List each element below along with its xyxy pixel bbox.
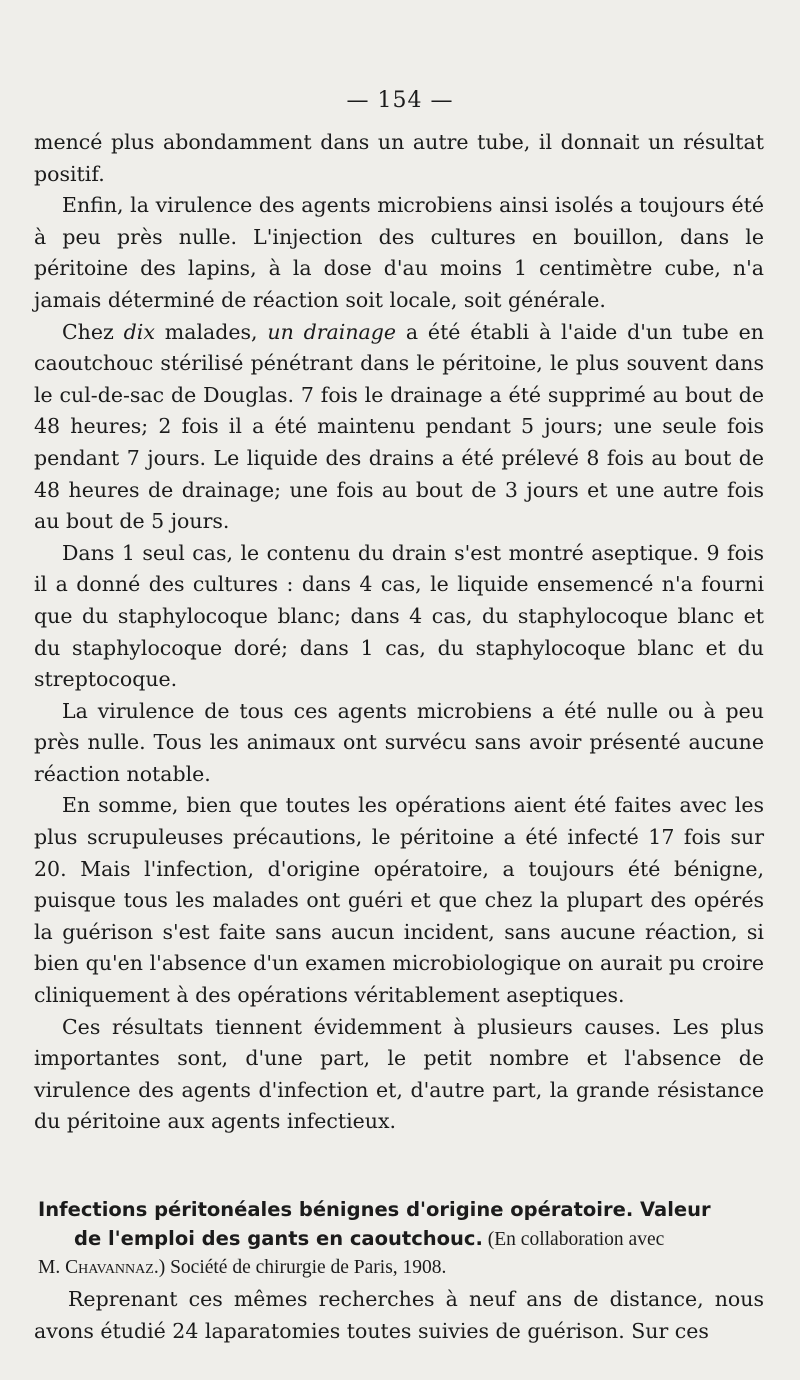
section-heading	[38, 1196, 766, 1282]
author-name: Chavannaz.	[65, 1257, 159, 1278]
page-number: — 154 —	[346, 88, 454, 113]
section-note-prefix: M.	[38, 1257, 66, 1278]
paragraph: Ces résultats tiennent évidemment à plusieurs causes. Les plus importantes sont, d'une part, le petit nombre et l'absence de virulence des agents d'infection et, d'autre part, la grande résistance du péritoine aux agents infectieux.	[34, 1014, 764, 1134]
paragraph-text: malades,	[164, 319, 268, 344]
section-title-line1: Infections péritonéales bénignes d'origine opératoire. Valeur	[38, 1198, 711, 1221]
paragraph: En somme, bien que toutes les opérations aient été faites avec les plus scrupuleuses précautions, le péritoine a été infecté 17 fois sur 20. Mais l'infection, d'origine opératoire, a toujours été bénigne, puisque tous les malades ont guéri et que chez la plupart des opérés la guérison s'est faite sans aucun incident, sans aucune réaction, si bien qu'en l'absence d'un examen microbiologique on aurait pu croire cliniquement à des opérations véritablement aseptiques.	[34, 793, 764, 1008]
paragraph: Enfin, la virulence des agents microbiens ainsi isolés a toujours été à peu près nulle. L'injection des cultures en bouillon, dans le péritoine des lapins, à la dose d'au moins 1 centimètre cube, n'a jamais déterminé de réaction soit locale, soit générale.	[34, 193, 764, 312]
section-note: (En collaboration avec	[482, 1229, 665, 1250]
italic-text: un drainage	[267, 319, 397, 344]
paragraph: Dans 1 seul cas, le contenu du drain s'est montré aseptique. 9 fois il a donné des cultures : dans 4 cas, le liquide ensemencé n'a fourni que du staphylocoque blanc; dans 4 cas, du staphylocoque blanc et du staphylocoque doré; dans 1 cas, du staphylocoque blanc et du streptocoque.	[34, 540, 764, 692]
section-title-line2: de l'emploi des gants en caoutchouc.	[74, 1227, 483, 1250]
italic-text: dix	[123, 319, 155, 344]
section-text	[34, 1283, 764, 1347]
main-text	[34, 127, 764, 1138]
paragraph: Reprenant ces mêmes recherches à neuf ans de distance, nous avons étudié 24 laparatomies toutes suivies de guérison. Sur ces	[34, 1287, 764, 1343]
section-note-source: ) Société de chirurgie de Paris, 1908.	[158, 1257, 447, 1278]
paragraph: mencé plus abondamment dans un autre tube, il donnait un résultat positif.	[34, 130, 764, 186]
paragraph: La virulence de tous ces agents microbiens a été nulle ou à peu près nulle. Tous les animaux ont survécu sans avoir présenté aucune réaction notable.	[34, 698, 764, 786]
paragraph-drainage	[34, 317, 764, 538]
paragraph-text: Chez	[62, 319, 124, 344]
paragraph-text: a été établi à l'aide d'un tube en caoutchouc stérilisé pénétrant dans le péritoine, le plus souvent dans le cul-de-sac de Douglas. 7 fois le drainage a été supprimé au bout de 48 heures; 2 fois il a été maintenu pendant 5 jours; une seule fois pendant 7 jours. Le liquide des drains a été prélevé 8 fois au bout de 48 heures de drainage; une fois au bout de 3 jours et une autre fois au bout de 5 jours.	[34, 319, 764, 534]
